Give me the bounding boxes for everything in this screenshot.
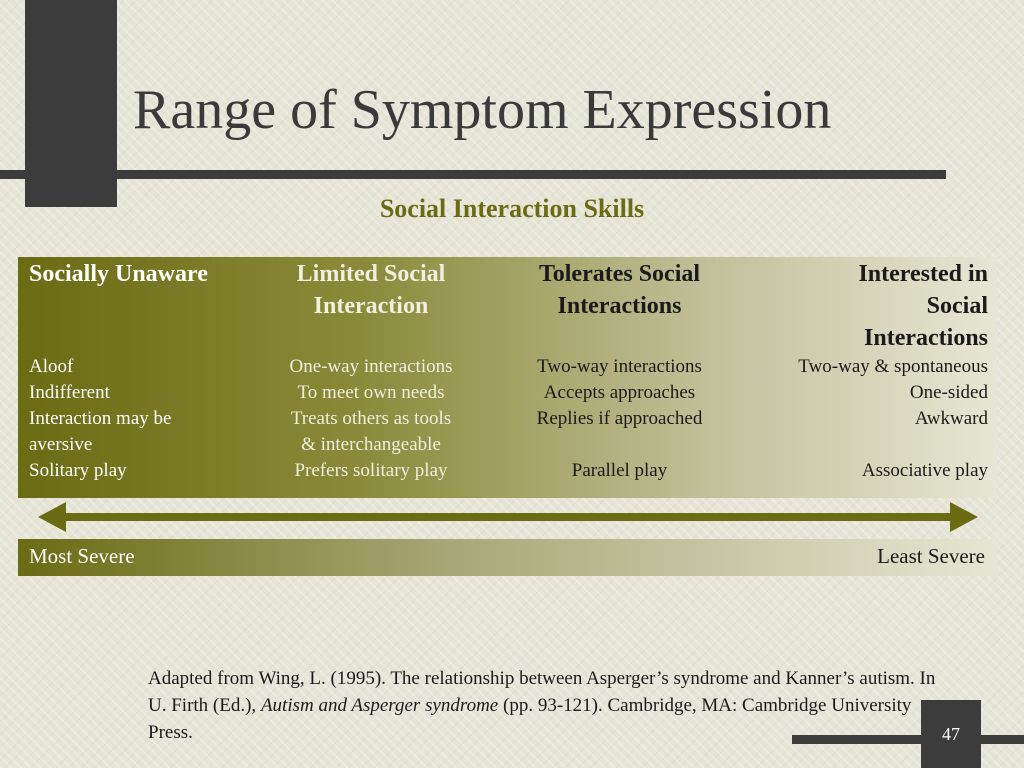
- heading-line: Social: [926, 293, 988, 319]
- symptom-spectrum-panel: [18, 257, 997, 498]
- slide-subtitle: Social Interaction Skills: [379, 194, 645, 223]
- citation-text: Adapted from Wing, L. (1995). The relationship between Asperger’s syndrome and Kanner’s autism. In U. Firth (Ed.),: [148, 668, 936, 716]
- heading-line: Tolerates Social: [538, 261, 701, 287]
- trait-item: Awkward: [914, 408, 988, 429]
- source-citation: [148, 665, 948, 746]
- heading-line: Limited Social: [296, 261, 446, 287]
- trait-item: Interaction may be: [29, 408, 172, 429]
- column-heading: [756, 257, 988, 354]
- column-tolerates-social-interactions: [512, 257, 727, 484]
- trait-item: To meet own needs: [297, 382, 445, 403]
- trait-item: Accepts approaches: [543, 382, 696, 403]
- citation-book-title: Autism and Asperger syndrome: [260, 695, 499, 716]
- trait-item: Indifferent: [29, 382, 110, 403]
- title-underline-rule: [0, 170, 946, 179]
- trait-item: aversive: [29, 434, 93, 455]
- trait-item: One-way interactions: [289, 356, 453, 377]
- column-limited-social-interaction: [270, 257, 472, 484]
- severity-scale-bar: [18, 539, 997, 576]
- trait-list: [29, 354, 269, 484]
- slide-number: 47: [921, 700, 981, 768]
- trait-item: Treats others as tools: [290, 408, 452, 429]
- trait-item: [512, 432, 727, 458]
- double-headed-arrow-icon: [38, 502, 978, 532]
- column-heading: [512, 257, 727, 354]
- column-interested-in-social-interactions: [756, 257, 988, 484]
- least-severe-label: Least Severe: [877, 544, 985, 568]
- trait-item: Associative play: [861, 460, 988, 481]
- trait-list: [756, 354, 988, 484]
- heading-line: Interactions: [864, 325, 988, 351]
- citation-text-end: (pp. 93-121). Cambridge, MA: Cambridge University Press.: [148, 695, 912, 743]
- column-heading: [29, 257, 269, 354]
- slide-title: Range of Symptom Expression: [133, 79, 832, 141]
- trait-item: Two-way & spontaneous: [798, 356, 988, 377]
- trait-list: [512, 354, 727, 484]
- trait-item: Two-way interactions: [537, 356, 702, 377]
- column-socially-unaware: [29, 257, 269, 484]
- trait-list: [270, 354, 472, 484]
- trait-item: & interchangeable: [301, 434, 441, 455]
- trait-item: [756, 432, 988, 458]
- column-heading: [270, 257, 472, 354]
- trait-item: Parallel play: [571, 460, 668, 481]
- trait-item: Replies if approached: [536, 408, 703, 429]
- trait-item: One-sided: [909, 382, 988, 403]
- trait-item: Solitary play: [29, 460, 127, 481]
- heading-line: Socially Unaware: [29, 261, 208, 287]
- heading-line: Interaction: [313, 293, 429, 319]
- trait-item: Prefers solitary play: [294, 460, 448, 481]
- heading-line: Interactions: [557, 293, 682, 319]
- trait-item: Aloof: [29, 356, 74, 377]
- footer-rule: [792, 735, 1024, 744]
- heading-line: Interested in: [858, 261, 988, 287]
- most-severe-label: Most Severe: [29, 544, 135, 568]
